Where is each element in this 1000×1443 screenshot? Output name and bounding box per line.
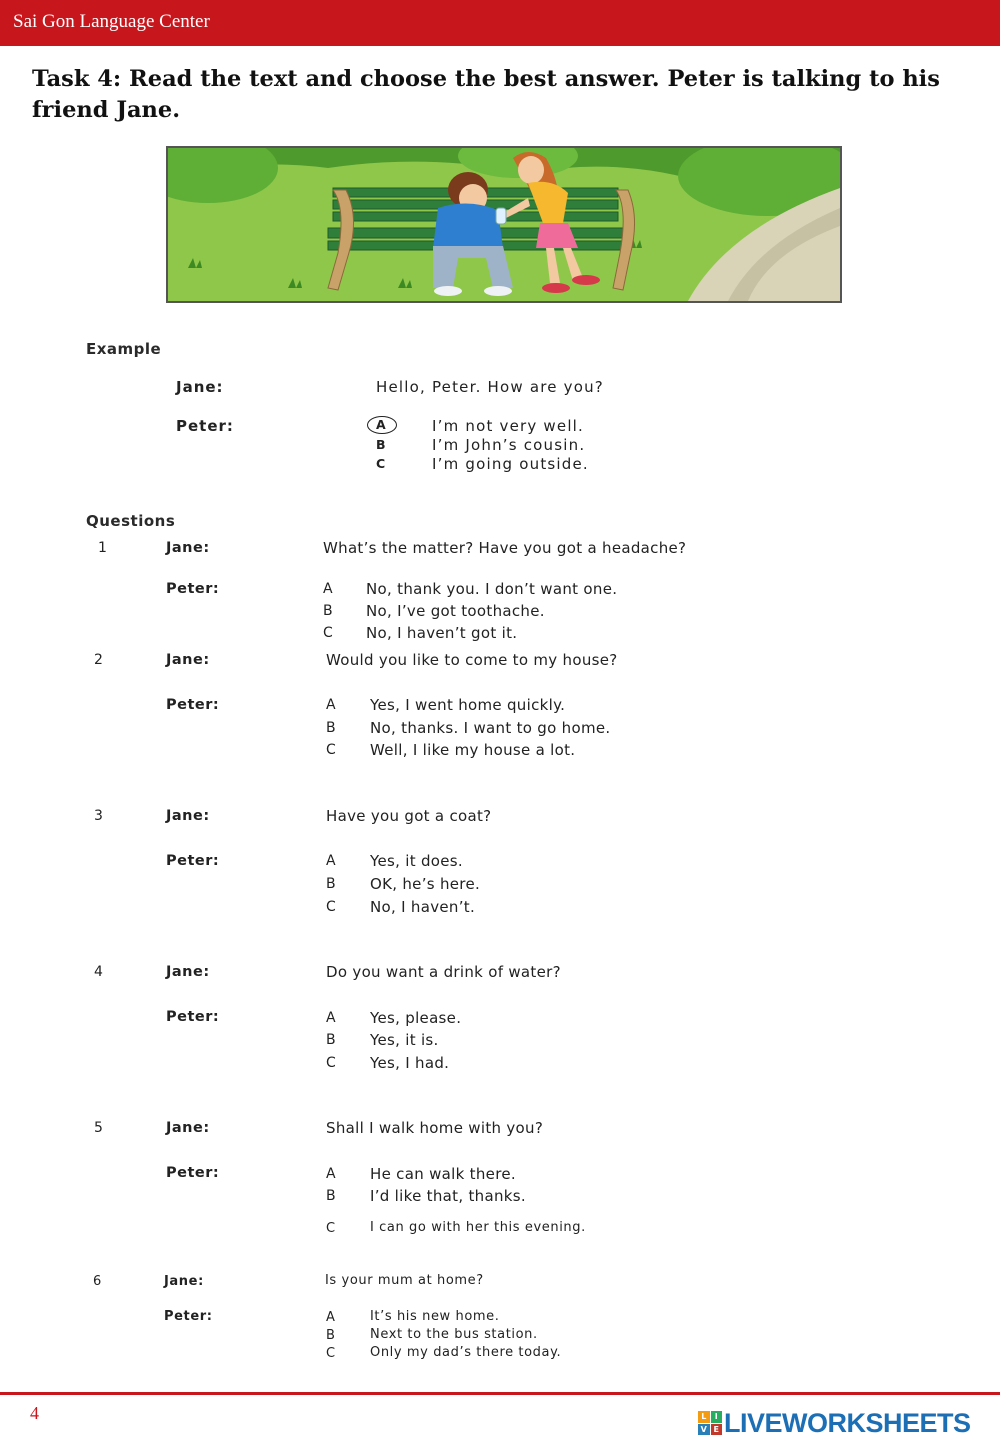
question-peter-label: Peter: [166,581,220,597]
option-letter: C [326,742,336,758]
option-text[interactable]: No, thanks. I want to go home. [370,719,611,737]
footer-divider [0,1392,1000,1395]
question-text: Do you want a drink of water? [326,963,561,981]
option-text[interactable]: No, I haven’t got it. [366,624,518,642]
logo-letter: I [711,1411,723,1423]
example-jane-label: Jane: [176,378,224,396]
liveworksheets-logo[interactable] [698,1408,971,1438]
example-heading: Example [86,340,162,358]
question-text: Shall I walk home with you? [326,1119,544,1137]
option-text[interactable]: Yes, please. [370,1009,462,1027]
question-peter-label: Peter: [166,853,220,869]
option-letter: C [326,1346,336,1361]
option-letter: A [326,1010,336,1026]
option-letter: B [326,1188,336,1204]
logo-letter: L [698,1411,710,1423]
example-option-text: I’m not very well. [432,417,585,435]
task-title: Task 4: Read the text and choose the best answer. Peter is talking to his friend Jane. [32,66,940,123]
question-jane-label: Jane: [166,540,210,556]
question-peter-label: Peter: [164,1309,213,1324]
page-number: 4 [30,1403,39,1423]
question-peter-label: Peter: [166,1009,220,1025]
question-text: What’s the matter? Have you got a headache? [323,539,687,557]
option-text[interactable]: I can go with her this evening. [370,1220,586,1235]
option-letter: B [326,720,336,736]
option-letter: A [326,853,336,869]
liveworksheets-brand-text: LIVEWORKSHEETS [724,1407,971,1438]
example-option-letter: C [376,456,386,471]
question-jane-label: Jane: [166,808,210,824]
logo-letter: V [698,1424,710,1436]
option-text[interactable]: Yes, it does. [370,852,463,870]
question-number: 3 [94,808,103,824]
example-jane-text: Hello, Peter. How are you? [376,378,604,396]
option-text[interactable]: Only my dad’s there today. [370,1345,562,1360]
question-peter-label: Peter: [166,697,220,713]
option-text[interactable]: Yes, I had. [370,1054,450,1072]
option-letter: B [326,1328,336,1343]
example-option-text: I’m going outside. [432,455,589,473]
example-option-letter: A [376,417,386,432]
option-letter: A [326,1310,336,1325]
option-letter: B [323,603,333,619]
option-text[interactable]: He can walk there. [370,1165,516,1183]
question-jane-label: Jane: [166,652,210,668]
header-title: Sai Gon Language Center [13,11,210,32]
option-letter: B [326,1032,336,1048]
option-text[interactable]: Next to the bus station. [370,1327,538,1342]
park-scene-image [168,148,840,301]
question-jane-label: Jane: [166,1120,210,1136]
park-illustration [166,146,842,303]
question-jane-label: Jane: [164,1274,204,1289]
question-number: 5 [94,1120,103,1136]
option-text[interactable]: Yes, I went home quickly. [370,696,566,714]
question-text: Is your mum at home? [325,1273,484,1288]
question-number: 2 [94,652,103,668]
example-peter-label: Peter: [176,417,234,435]
option-letter: A [326,1166,336,1182]
question-number: 6 [93,1274,102,1289]
option-text[interactable]: No, thank you. I don’t want one. [366,580,618,598]
option-text[interactable]: No, I’ve got toothache. [366,602,545,620]
question-number: 4 [94,964,103,980]
example-option-text: I’m John’s cousin. [432,436,586,454]
logo-letter: E [711,1424,723,1436]
option-text[interactable]: Yes, it is. [370,1031,439,1049]
option-text[interactable]: OK, he’s here. [370,875,481,893]
question-peter-label: Peter: [166,1165,220,1181]
option-letter: C [326,1221,336,1236]
header-bar [0,0,1000,46]
option-letter: A [323,581,333,597]
question-jane-label: Jane: [166,964,210,980]
option-letter: B [326,876,336,892]
liveworksheets-icon [698,1411,722,1435]
option-text[interactable]: I’d like that, thanks. [370,1187,526,1205]
questions-heading: Questions [86,512,176,530]
question-text: Would you like to come to my house? [326,651,618,669]
question-number: 1 [98,540,107,556]
question-text: Have you got a coat? [326,807,492,825]
option-letter: A [326,697,336,713]
option-letter: C [323,625,333,641]
option-text[interactable]: No, I haven’t. [370,898,476,916]
example-option-letter: B [376,437,386,452]
option-text[interactable]: It’s his new home. [370,1309,500,1324]
option-letter: C [326,1055,336,1071]
option-text[interactable]: Well, I like my house a lot. [370,741,576,759]
option-letter: C [326,899,336,915]
